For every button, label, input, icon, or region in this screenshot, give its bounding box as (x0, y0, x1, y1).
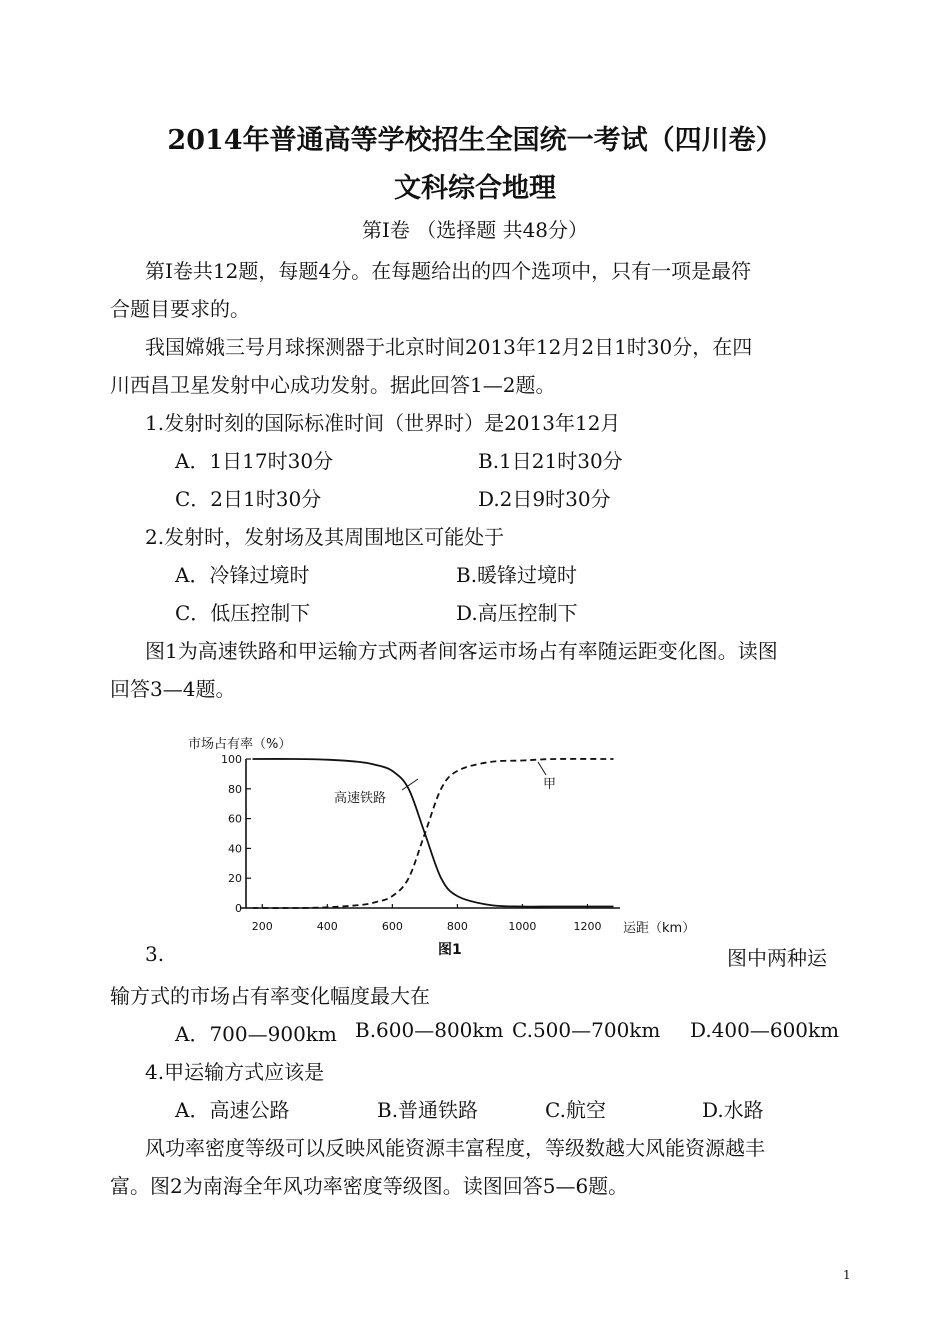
series-leader-jia (538, 762, 546, 775)
chart-title: 图1 (438, 942, 462, 958)
intro1-line-1: 我国嫦娥三号月球探测器于北京时间2013年12月2日1时30分，在四 (145, 335, 753, 359)
q2-option-d: D.高压控制下 (456, 601, 578, 625)
exam-title: 2014年普通高等学校招生全国统一考试（四川卷） (167, 125, 783, 156)
y-tick-label: 60 (228, 812, 242, 826)
y-tick-label: 20 (228, 872, 242, 886)
intro3-line-1: 风功率密度等级可以反映风能资源丰富程度，等级数越大风能资源越丰 (145, 1136, 765, 1160)
q1-option-c: C．2日1时30分 (175, 487, 322, 511)
instructions-line-1: 第Ⅰ卷共12题，每题4分。在每题给出的四个选项中，只有一项是最符 (145, 259, 752, 283)
q3-option-a: A．700—900km (175, 1022, 337, 1046)
exam-subtitle: 文科综合地理 (394, 173, 556, 204)
q1-option-a: A．1日17时30分 (175, 449, 334, 473)
q3-option-b: B.600—800km (355, 1018, 504, 1042)
q4-option-b: B.普通铁路 (377, 1098, 479, 1122)
instructions-line-2: 合题目要求的。 (110, 297, 250, 321)
q4-stem: 4.甲运输方式应该是 (145, 1060, 325, 1084)
figure-1-chart (180, 722, 740, 960)
q4-option-c: C.航空 (545, 1098, 606, 1122)
series-high-speed-rail-line (253, 759, 614, 907)
y-tick-label: 100 (221, 753, 242, 766)
y-tick-label: 0 (235, 902, 242, 915)
y-tick-label: 40 (228, 842, 242, 856)
q2-option-c: C．低压控制下 (175, 601, 311, 625)
x-tick-label: 800 (446, 920, 468, 933)
intro1-line-2: 川西昌卫星发射中心成功发射。据此回答1—2题。 (110, 373, 556, 397)
q2-stem: 2.发射时，发射场及其周围地区可能处于 (145, 525, 505, 549)
x-tick-label: 400 (316, 920, 338, 933)
series-jia-line (253, 759, 614, 908)
q2-option-b: B.暖锋过境时 (456, 563, 578, 587)
q1-option-d: D.2日9时30分 (478, 487, 611, 511)
q3-option-c: C.500—700km (512, 1018, 661, 1042)
series-label-high-speed-rail: 高速铁路 (334, 791, 387, 806)
series-label-jia: 甲 (543, 777, 557, 792)
q1-stem: 1.发射时刻的国际标准时间（世界时）是2013年12月 (145, 411, 621, 435)
chart-xlabel: 运距（km） (623, 921, 696, 936)
intro3-line-2: 富。图2为南海全年风功率密度等级图。读图回答5—6题。 (110, 1174, 629, 1198)
q1-option-b: B.1日21时30分 (478, 449, 623, 473)
intro2-line-1: 图1为高速铁路和甲运输方式两者间客运市场占有率随运距变化图。读图 (145, 639, 778, 663)
intro2-line-2: 回答3—4题。 (110, 677, 236, 701)
x-tick-label: 1000 (508, 920, 537, 933)
x-tick-label: 200 (251, 920, 273, 933)
x-tick-label: 1200 (573, 920, 602, 933)
chart-ylabel: 市场占有率（%） (188, 737, 292, 752)
q3-option-d: D.400—600km (690, 1018, 840, 1042)
q4-option-d: D.水路 (702, 1098, 764, 1122)
q2-option-a: A．冷锋过境时 (175, 563, 310, 587)
section-header: 第Ⅰ卷 （选择题 共48分） (361, 218, 589, 242)
page-number: 1 (843, 1268, 851, 1282)
q3-stem-end: 图中两种运 (727, 946, 827, 970)
y-tick-label: 80 (228, 782, 242, 796)
q3-stem-start: 3. (145, 942, 165, 966)
x-tick-label: 600 (381, 920, 403, 933)
q3-stem-cont: 输方式的市场占有率变化幅度最大在 (110, 984, 430, 1008)
q4-option-a: A．高速公路 (175, 1098, 290, 1122)
